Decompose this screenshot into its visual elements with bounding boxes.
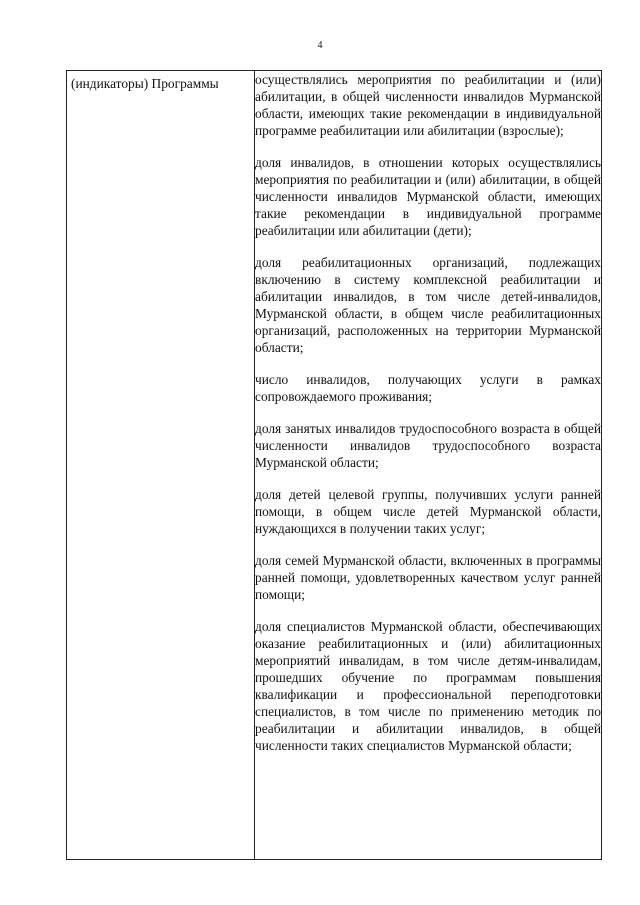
table-row [67,71,602,860]
page-number: 4 [317,40,323,51]
indicator-item: доля специалистов Мурманской области, обеспечивающих оказание реабилитационных и (или) абилитационных мероприятий инвалидам, в том числе детям-инвалидам, прошедших обучение по программам повышения квалификации и профессиональной переподготовки специалистов, в том числе по применению методик по реабилитации и абилитации инвалидов, в общей численности таких специалистов Мурманской области; [255,619,601,753]
indicator-item: доля семей Мурманской области, включенных в программы ранней помощи, удовлетворенных качеством услуг ранней помощи; [255,553,601,602]
row-label: (индикаторы) Программы [71,76,219,91]
label-cell [67,71,255,860]
indicators-cell [255,71,602,860]
indicator-item: доля реабилитационных организаций, подлежащих включению в систему комплексной реабилитации и абилитации инвалидов, в том числе детей-инвалидов, Мурманской области, в общем числе реабилитационных организаций, расположенных на территории Мурманской области; [255,255,601,355]
program-passport-table [66,70,602,860]
indicator-item: осуществлялись мероприятия по реабилитации и (или) абилитации, в общей численности инвалидов Мурманской области, имеющих такие рекомендации в индивидуальной программе реабилитации или абилитации (взрослые); [255,72,601,138]
indicator-item: доля занятых инвалидов трудоспособного возраста в общей численности инвалидов трудоспособного возраста Мурманской области; [255,421,601,470]
indicator-item: доля инвалидов, в отношении которых осуществлялись мероприятия по реабилитации и (или) абилитации, в общей численности инвалидов Мурманской области, имеющих такие рекомендации в индивидуальной программе реабилитации или абилитации (дети); [255,155,601,238]
indicator-item: доля детей целевой группы, получивших услуги ранней помощи, в общем числе детей Мурманской области, нуждающихся в получении таких услуг; [255,487,601,536]
indicator-item: число инвалидов, получающих услуги в рамках сопровождаемого проживания; [255,372,601,404]
